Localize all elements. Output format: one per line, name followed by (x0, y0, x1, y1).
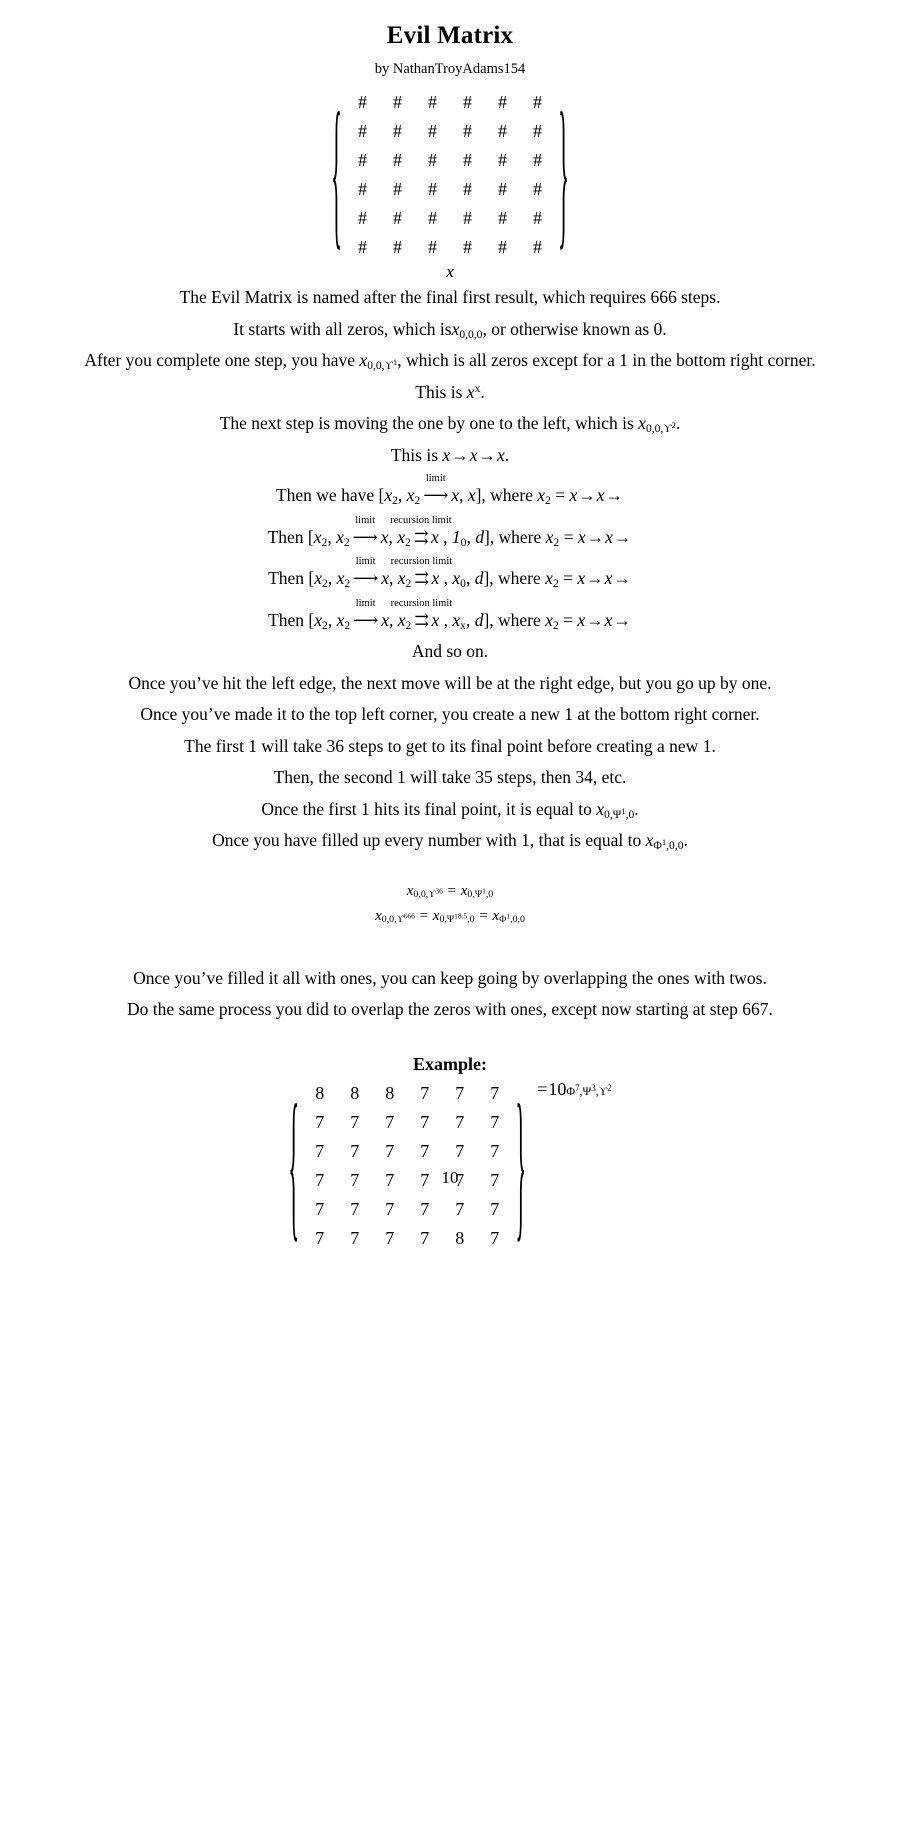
matrix-cell: 7 (490, 1228, 500, 1249)
then-where-x: x (545, 568, 553, 589)
then-close: ], where (483, 568, 546, 589)
matrix-cell: # (533, 178, 542, 199)
then-equals: = (558, 609, 578, 630)
example-sub-phi-exp: 7 (575, 1082, 580, 1093)
body-line-6-text-a: This is (390, 444, 443, 465)
matrix-cell: # (358, 207, 367, 228)
first-one-final-sub (604, 805, 635, 821)
body-line-3-sub-base: 0,0,ϒ (367, 360, 393, 373)
then-x2b: x (336, 609, 345, 630)
then-wx1: x (577, 609, 586, 630)
body-line-3-text-b: , which is all zeros except for a 1 in the bottom right corner. (397, 350, 816, 371)
then-line-1 (0, 512, 900, 554)
then-wx2: x (604, 609, 613, 630)
recursion-limit-arrow-label: recursion limit (390, 514, 452, 526)
then-rx2-sub: 2 (405, 536, 411, 549)
page-title: Evil Matrix (386, 22, 514, 49)
filled-every-number-line (0, 825, 900, 857)
then-rx2-sub: 2 (405, 578, 412, 591)
then-rx2: x (397, 526, 406, 547)
then-we-have-equals: = (550, 485, 570, 506)
limit-arrow-glyph: ⟶ (423, 485, 449, 506)
body-line-3-sub-exp: 1 (392, 357, 398, 368)
matrix-cell: # (498, 149, 507, 170)
body-line-5-sub-exp: 2 (671, 420, 676, 431)
eq2-mid-sub-exp: 18.5 (454, 912, 468, 922)
eq2-lhs-sub-base: 0,0,ϒ (381, 914, 404, 926)
body-line-5-var: x (638, 413, 646, 434)
eq2-lhs-var: x (375, 907, 382, 924)
matrix-cell: # (533, 207, 542, 228)
filled-sub-exp: 1 (661, 837, 667, 848)
matrix-cell: # (428, 149, 437, 170)
filled-sub-b: ,0,0 (666, 840, 684, 853)
eq1-rhs-sub (467, 889, 493, 900)
then-comma-3: , (439, 609, 453, 630)
matrix-cell: # (498, 178, 507, 199)
right-arrow-icon-1: → (451, 444, 469, 465)
limit-arrow (353, 597, 379, 630)
right-arrow-icon: → (613, 526, 632, 547)
matrix-cell: 7 (420, 1083, 430, 1104)
body-line-3-sub (367, 357, 398, 373)
example-heading: Example: (413, 1053, 487, 1074)
then-prefix: Then [ (267, 526, 314, 547)
body-line-4 (0, 377, 900, 409)
matrix-cell: 7 (490, 1112, 500, 1133)
eq2-equals-1: = (415, 907, 432, 924)
matrix-cell: # (463, 120, 472, 141)
eq2-rhs-sub-exp: 1 (506, 912, 511, 922)
then-line-3 (0, 595, 900, 637)
eq2-lhs-sub-exp: 666 (403, 912, 415, 922)
body-line-6-text-b: . (504, 444, 510, 465)
example-sub-upsilon: ,ϒ (595, 1083, 608, 1098)
example-sub-psi: ,Ψ (579, 1083, 592, 1098)
then-arg-sub: 0 (460, 578, 466, 591)
body-line-5-sub (645, 420, 676, 436)
matrix-cell: 8 (385, 1083, 395, 1104)
then-we-have-where-sub: 2 (545, 495, 551, 508)
first-one-final-point-line (0, 794, 900, 826)
then-we-have-line (0, 471, 900, 512)
matrix-cell: # (533, 149, 542, 170)
equation-1 (0, 879, 900, 904)
matrix-cell: # (498, 120, 507, 141)
then-we-have-wx1: x (569, 485, 578, 506)
then-comma-2: , (389, 568, 398, 589)
matrix-cell: # (358, 178, 367, 199)
second-one-steps-line: Then, the second 1 will take 35 steps, then 34, etc. (273, 767, 627, 788)
then-line-2 (0, 553, 900, 595)
matrix-cell: 7 (350, 1228, 360, 1249)
then-arg: x (452, 568, 461, 589)
matrix-cell: # (463, 207, 472, 228)
then-we-have-where-x: x (537, 485, 546, 506)
recursion-limit-arrow-label: recursion limit (390, 597, 453, 609)
recursion-limit-arrow-glyph: ⇉ (414, 568, 429, 589)
then-where-x: x (545, 609, 553, 630)
matrix-cell: # (463, 91, 472, 112)
body-line-3-var: x (359, 350, 368, 371)
then-arg: x (452, 609, 461, 630)
right-arrow-icon-4: → (605, 485, 624, 506)
matrix-cell: # (393, 236, 402, 257)
body-line-6 (0, 440, 900, 472)
then-comma-1: , (327, 609, 337, 630)
then-wx1: x (577, 526, 586, 547)
right-arrow-icon-2: → (478, 444, 496, 465)
matrix-cell: # (533, 91, 542, 112)
eq2-mid-var: x (432, 907, 440, 924)
limit-arrow (352, 514, 378, 547)
body-line-6-var-2: x (469, 444, 478, 465)
matrix-cell: # (498, 91, 507, 112)
recursion-limit-arrow (390, 597, 453, 630)
eq1-lhs-var: x (406, 882, 414, 899)
then-x2a: x (313, 526, 322, 547)
right-arrow-icon-3: → (578, 485, 596, 506)
matrix-cell: 7 (490, 1170, 500, 1191)
then-x2a-sub: 2 (322, 619, 328, 632)
example-result-sub (566, 1082, 612, 1098)
matrix-cell: 7 (420, 1199, 430, 1220)
then-x2a: x (314, 609, 323, 630)
matrix-cell: 7 (455, 1170, 465, 1191)
eq1-lhs-sub-exp: 36 (435, 887, 443, 897)
example-equals: = (537, 1078, 548, 1099)
matrix-cell: 7 (385, 1170, 395, 1191)
body-line-5 (0, 408, 900, 440)
then-comma-2: , (389, 609, 398, 630)
right-arrow-icon: → (586, 609, 604, 630)
right-arrow-icon: → (586, 526, 605, 547)
body-line-5-text-b: . (675, 413, 681, 434)
then-rows-container (0, 512, 900, 637)
matrix-cell: # (393, 178, 402, 199)
matrix-cell: 7 (315, 1228, 325, 1249)
eq1-equals: = (443, 882, 460, 899)
limit-arrow-glyph: ⟶ (352, 526, 378, 547)
then-arg: 1 (451, 526, 461, 547)
then-we-have-comma-2: , (459, 485, 468, 506)
left-edge-line: Once you’ve hit the left edge, the next move will be at the right edge, but you go up by one. (128, 672, 772, 693)
matrix-example-grid (302, 1079, 512, 1253)
matrix-cell: # (393, 207, 402, 228)
matrix-cell: 7 (350, 1170, 360, 1191)
then-arg-sub: 0 (460, 536, 467, 549)
then-d: d (474, 609, 484, 630)
matrix-example (0, 1067, 900, 1258)
example-sub-upsilon-exp: 2 (607, 1082, 612, 1093)
then-d: d (475, 526, 484, 547)
then-comma-3: , (439, 568, 453, 589)
matrix-cell: 7 (315, 1112, 325, 1133)
then-x2b: x (336, 568, 345, 589)
page-number: 10 (441, 1168, 459, 1187)
body-line-6-var-1: x (442, 444, 451, 465)
matrix-cell: 7 (350, 1199, 360, 1220)
matrix-cell: 7 (385, 1199, 395, 1220)
eq1-rhs-sub-b: ,0 (485, 889, 494, 901)
example-matrix-left-brace: { (288, 1067, 300, 1258)
body-line-4-text-b: . (480, 381, 485, 402)
then-comma-4: , (466, 526, 476, 547)
matrix-cell: 7 (490, 1083, 500, 1104)
body-line-4-exp: x (474, 383, 481, 396)
then-rx2: x (397, 568, 406, 589)
then-comma-3: , (438, 526, 452, 547)
matrix-cell: # (498, 207, 507, 228)
then-where-sub: 2 (552, 578, 559, 591)
matrix-cell: # (463, 236, 472, 257)
then-where-sub: 2 (552, 619, 559, 632)
then-prefix: Then [ (268, 609, 315, 630)
matrix-cell: 8 (315, 1083, 325, 1104)
limit-arrow-label: limit (425, 473, 446, 485)
eq2-rhs-sub-b: ,0,0 (510, 914, 525, 926)
then-prefix: Then [ (268, 568, 315, 589)
matrix-cell: 7 (420, 1141, 430, 1162)
then-rx2: x (397, 609, 406, 630)
body-line-2 (0, 314, 900, 346)
matrix-cell: 7 (455, 1199, 465, 1220)
overlap-twos-line: Once you’ve filled it all with ones, you can keep going by overlapping the ones with twos. (133, 967, 767, 988)
limit-arrow (423, 473, 449, 506)
then-we-have-comma-1: , (397, 485, 407, 506)
then-equals: = (558, 568, 578, 589)
matrix-cell: 7 (490, 1141, 500, 1162)
matrix-cell: # (463, 178, 472, 199)
matrix-cell: # (428, 236, 437, 257)
matrix-cell: 7 (455, 1083, 465, 1104)
first-one-final-sub-b: ,0 (625, 808, 635, 821)
then-we-have-x2a-sub: 2 (392, 495, 398, 508)
limit-arrow-glyph: ⟶ (353, 568, 379, 589)
limit-arrow-label: limit (355, 556, 376, 568)
matrix-cell: # (393, 149, 402, 170)
then-where-sub: 2 (553, 536, 560, 549)
body-line-4-var: x (466, 381, 475, 402)
matrix-cell: # (358, 91, 367, 112)
recursion-limit-arrow-label: recursion limit (390, 556, 453, 568)
matrix-cell: # (358, 120, 367, 141)
matrix-cell: # (498, 236, 507, 257)
then-we-have-x2b-sub: 2 (414, 495, 421, 508)
eq1-lhs-sub (413, 889, 442, 900)
matrix-cell: 7 (315, 1141, 325, 1162)
and-so-on-line: And so on. (411, 641, 489, 662)
filled-sub-a: Φ (653, 840, 662, 853)
then-target: x (381, 609, 389, 630)
then-equals: = (559, 526, 578, 547)
right-arrow-icon: → (613, 609, 631, 630)
matrix-cell: 7 (420, 1228, 430, 1249)
first-one-final-sub-exp: 1 (621, 805, 626, 816)
matrix-cell: # (428, 207, 437, 228)
then-x2b-sub: 2 (344, 578, 351, 591)
example-matrix-right-brace: } (515, 1067, 527, 1258)
matrix-cell: # (428, 120, 437, 141)
body-line-2-text-a: It starts with all zeros, which is (233, 318, 452, 339)
matrix-cell: 7 (420, 1170, 430, 1191)
matrix-cell: # (358, 149, 367, 170)
matrix-cell: # (393, 120, 402, 141)
matrix-cell: # (463, 149, 472, 170)
then-wx2: x (604, 568, 613, 589)
matrix-cell: 7 (385, 1228, 395, 1249)
eq2-rhs-var: x (492, 907, 500, 924)
top-left-corner-line: Once you’ve made it to the top left corner, you create a new 1 at the bottom right corner. (140, 704, 760, 725)
matrix-cell: 7 (490, 1199, 500, 1220)
first-one-final-var: x (596, 798, 605, 819)
matrix-cell: 7 (455, 1141, 465, 1162)
then-where-x: x (545, 526, 554, 547)
eq2-mid-sub-b: ,0 (467, 914, 475, 926)
eq1-rhs-var: x (460, 882, 468, 899)
matrix-cell: 8 (350, 1083, 360, 1104)
body-line-3-text-a: After you complete one step, you have (84, 350, 360, 371)
then-x2a-sub: 2 (322, 578, 328, 591)
limit-arrow-label: limit (355, 597, 376, 609)
matrix-cell: 7 (315, 1170, 325, 1191)
matrix-cell: # (393, 91, 402, 112)
recursion-limit-arrow-glyph: ⇉ (413, 526, 428, 547)
then-rtarget: x (431, 568, 440, 589)
matrix-cell: 7 (385, 1141, 395, 1162)
eq1-rhs-sub-exp: 1 (482, 887, 486, 897)
matrix-cell: 7 (385, 1112, 395, 1133)
matrix-x-grid (345, 87, 555, 261)
matrix-cell: # (428, 178, 437, 199)
right-arrow-icon: → (613, 568, 631, 589)
then-we-have-x2b: x (406, 485, 415, 506)
then-we-have-target: x (451, 485, 460, 506)
then-x2b-sub: 2 (344, 619, 351, 632)
matrix-cell: 7 (350, 1141, 360, 1162)
recursion-limit-arrow (390, 556, 453, 589)
filled-text-a: Once you have filled up every number with 1, that is equal to (212, 830, 646, 851)
then-d: d (474, 568, 484, 589)
example-sub-phi: Φ (566, 1083, 576, 1098)
right-arrow-icon: → (586, 568, 604, 589)
filled-var: x (645, 830, 654, 851)
matrix-cell: # (358, 236, 367, 257)
then-we-have-close: ], where (475, 485, 538, 506)
then-comma-1: , (327, 568, 337, 589)
then-close: ], where (483, 609, 546, 630)
then-x2a: x (314, 568, 323, 589)
then-x2b-sub: 2 (343, 536, 350, 549)
then-wx2: x (605, 526, 613, 547)
body-line-1: The Evil Matrix is named after the final first result, which requires 666 steps. (179, 287, 721, 308)
recursion-limit-arrow-glyph: ⇉ (414, 609, 429, 630)
then-rx2-sub: 2 (405, 619, 412, 632)
matrix-cell: # (428, 91, 437, 112)
matrix-right-brace: } (558, 75, 569, 266)
limit-arrow (353, 556, 379, 589)
limit-arrow-label: limit (355, 514, 376, 526)
example-sub-psi-exp: 3 (591, 1082, 596, 1093)
body-line-2-var: x (451, 318, 460, 339)
matrix-cell: 7 (350, 1112, 360, 1133)
then-we-have-last: x (467, 485, 476, 506)
author-line: by NathanTroyAdams154 (374, 60, 526, 77)
matrix-cell: 7 (315, 1199, 325, 1220)
then-comma-1: , (327, 526, 337, 547)
example-result-number: 10 (548, 1078, 567, 1099)
then-we-have-prefix: Then we have [ (275, 485, 385, 506)
matrix-cell: 7 (420, 1112, 430, 1133)
eq1-rhs-sub-a: 0,Ψ (467, 889, 483, 901)
filled-text-b: . (683, 830, 688, 851)
limit-arrow-glyph: ⟶ (353, 609, 379, 630)
eq2-equals-2: = (475, 907, 492, 924)
matrix-left-brace: { (331, 75, 342, 266)
first-one-final-text-b: . (634, 798, 639, 819)
example-matrix-result (526, 1079, 611, 1100)
filled-sub (653, 837, 684, 853)
body-line-5-sub-base: 0,0,ϒ (645, 423, 672, 436)
equation-2 (0, 904, 900, 929)
matrix-x (0, 75, 900, 282)
then-we-have-wx2: x (596, 485, 605, 506)
eq2-mid-sub (439, 914, 474, 925)
first-one-final-text-a: Once the first 1 hits its final point, it is equal to (261, 798, 597, 819)
body-line-6-var-3: x (496, 444, 505, 465)
matrix-cell: 8 (455, 1228, 465, 1249)
body-line-3 (0, 345, 900, 377)
then-x2b: x (336, 526, 344, 547)
then-we-have-x2a: x (384, 485, 393, 506)
then-comma-4: , (465, 568, 475, 589)
then-arg-sub: x (460, 619, 466, 632)
eq2-rhs-sub-a: Φ (499, 914, 507, 926)
eq2-mid-sub-a: 0,Ψ (439, 914, 455, 926)
first-one-steps-line: The first 1 will take 36 steps to get to its final point before creating a new 1. (184, 735, 716, 756)
then-close: ], where (483, 526, 546, 547)
matrix-cell: 7 (455, 1112, 465, 1133)
matrix-cell: # (533, 236, 542, 257)
then-x2a-sub: 2 (321, 536, 328, 549)
then-rtarget: x (431, 609, 440, 630)
eq2-lhs-sub (382, 914, 415, 925)
body-line-4-text-a: This is (415, 381, 467, 402)
body-line-2-sub: 0,0,0 (459, 328, 483, 341)
eq1-lhs-sub-base: 0,0,ϒ (413, 889, 436, 901)
then-target: x (380, 526, 389, 547)
matrix-x-label: x (446, 262, 454, 282)
body-line-2-text-b: , or otherwise known as 0. (482, 318, 667, 339)
then-target: x (381, 568, 389, 589)
body-line-5-text-a: The next step is moving the one by one to the left, which is (219, 413, 639, 434)
then-comma-4: , (465, 609, 475, 630)
then-wx1: x (577, 568, 586, 589)
matrix-cell: # (533, 120, 542, 141)
then-rtarget: x (431, 526, 439, 547)
first-one-final-sub-a: 0,Ψ (604, 808, 622, 821)
step-667-line: Do the same process you did to overlap the zeros with ones, except now starting at step 667. (127, 999, 773, 1020)
then-comma-2: , (388, 526, 398, 547)
recursion-limit-arrow (390, 514, 452, 547)
